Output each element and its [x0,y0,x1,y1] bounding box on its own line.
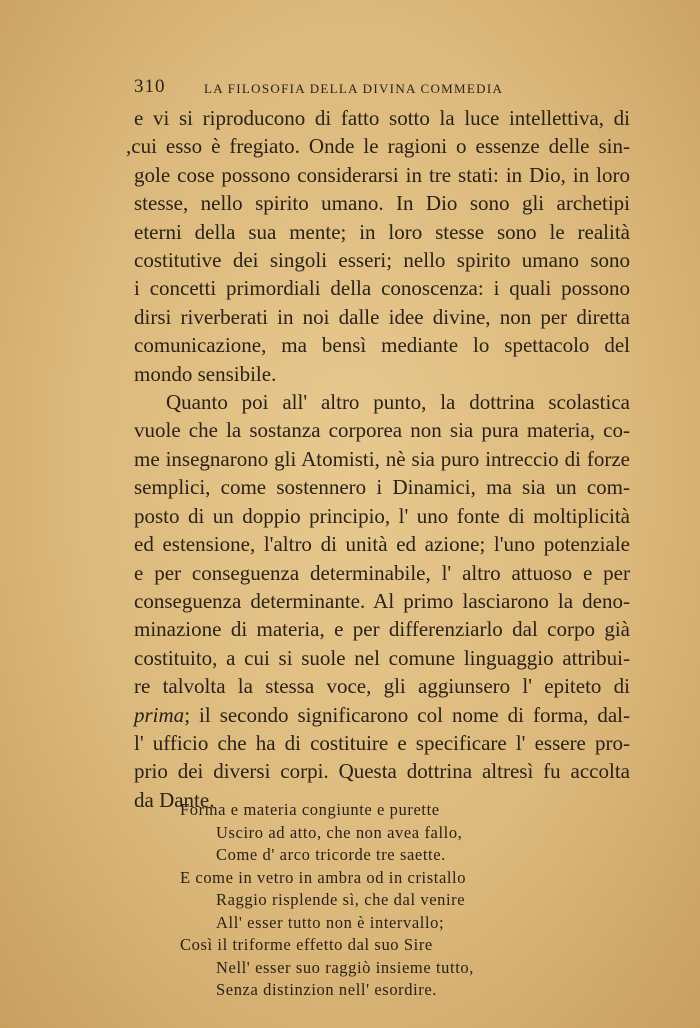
text-line: Quanto poi all' altro punto, la dottrina scolastica [166,390,630,415]
text-fragment: ; il secondo significarono col nome di forma, dal- [184,702,630,727]
text-line: eterni della sua mente; in loro stesse sono le realità [134,219,630,244]
text-line: comunicazione, ma bensì mediante lo spettacolo del [134,333,630,358]
text-line: ,cui esso è fregiato. Onde le ragioni o essenze delle sin- [126,134,630,159]
text-line: mondo sensibile. [134,361,277,386]
text-line: i concetti primordiali della conoscenza: i quali possono [134,276,630,301]
text-line: vuole che la sostanza corporea non sia pura materia, co- [134,418,630,443]
text-line: costituito, a cui si suole nel comune linguaggio attribui- [134,645,630,670]
text-line: me insegnarono gli Atomisti, nè sia puro intreccio di forze [134,446,630,471]
text-line: conseguenza determinante. Al primo lasciarono la deno- [134,588,630,613]
paragraph-1 [126,104,630,388]
verse-line: Raggio risplende sì, che dal venire [216,890,466,909]
verse-line: E come in vetro in ambra od in cristallo [180,867,467,887]
text-line: e per conseguenza determinabile, l' altro attuoso e per [134,560,630,585]
verse-line: Così il triforme effetto dal suo Sire [180,935,433,954]
verse-line: Forma e materia congiunte e purette [180,800,440,819]
text-line: ed estensione, l'altro di unità ed azione; l'uno potenziale [134,532,630,557]
page-header [134,76,654,100]
running-title: LA FILOSOFIA DELLA DIVINA COMMEDIA [204,81,504,96]
verse-quotation [180,799,580,1002]
text-line: posto di un doppio principio, l' uno fonte di moltiplicità [134,503,630,528]
text-line: re talvolta la stessa voce, gli aggiunsero l' epiteto di [134,674,630,699]
page-number: 310 [134,76,166,97]
text-line: costitutive dei singoli esseri; nello spirito umano sono [134,248,630,273]
verse-line: All' esser tutto non è intervallo; [216,912,445,932]
body-text [126,104,630,814]
text-line: e vi si riproducono di fatto sotto la luce intellettiva, di [134,106,630,130]
text-line: l' ufficio che ha di costituire e specificare l' essere pro- [134,730,630,755]
text-line: da Dante. [134,787,215,812]
text-line: gole cose possono considerarsi in tre stati: in Dio, in loro [134,162,630,187]
text-line: prio dei diversi corpi. Questa dottrina altresì fu accolta [134,759,630,784]
paragraph-2 [134,388,630,814]
italic-word-prima: prima [134,702,185,727]
text-line: dirsi riverberati in noi dalle idee divine, non per diretta [134,304,630,329]
text-line [134,701,630,729]
text-line: minazione di materia, e per differenziarlo dal corpo già [134,617,630,642]
text-line: stesse, nello spirito umano. In Dio sono gli archetipi [134,191,630,216]
verse-line: Come d' arco tricorde tre saette. [216,845,446,864]
verse-line: Senza distinzion nell' esordire. [216,980,438,999]
text-line: semplici, come sostennero i Dinamici, ma sia un com- [134,475,630,500]
verse-line: Nell' esser suo raggiò insieme tutto, [216,957,474,977]
verse-line: Usciro ad atto, che non avea fallo, [216,822,463,842]
